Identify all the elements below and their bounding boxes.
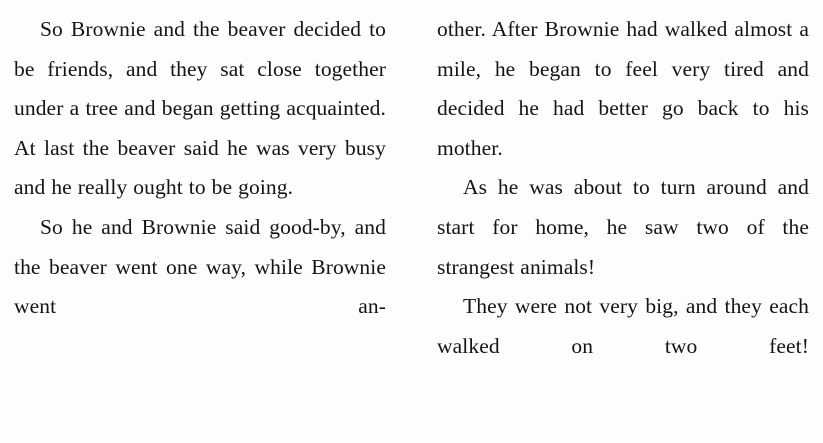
paragraph: So Brownie and the beaver decided to be friends, and they sat close together under a tree and began getting acquainted. At last the beaver said he was very busy and he really ought to be going. xyxy=(14,17,386,200)
paragraph: other. After Brownie had walked almost a mile, he began to feel very tired and decided he had better go back to his mother. xyxy=(437,17,809,160)
page-columns xyxy=(14,10,809,443)
text-column-left xyxy=(14,10,386,327)
paragraph: They were not very big, and they each walked on two feet! xyxy=(437,294,809,358)
paragraph: So he and Brownie said good-by, and the beaver went one way, while Brownie went an- xyxy=(14,214,386,319)
paragraph: As he was about to turn around and start for home, he saw two of the strangest animals! xyxy=(437,175,809,279)
text-column-right xyxy=(437,10,809,366)
